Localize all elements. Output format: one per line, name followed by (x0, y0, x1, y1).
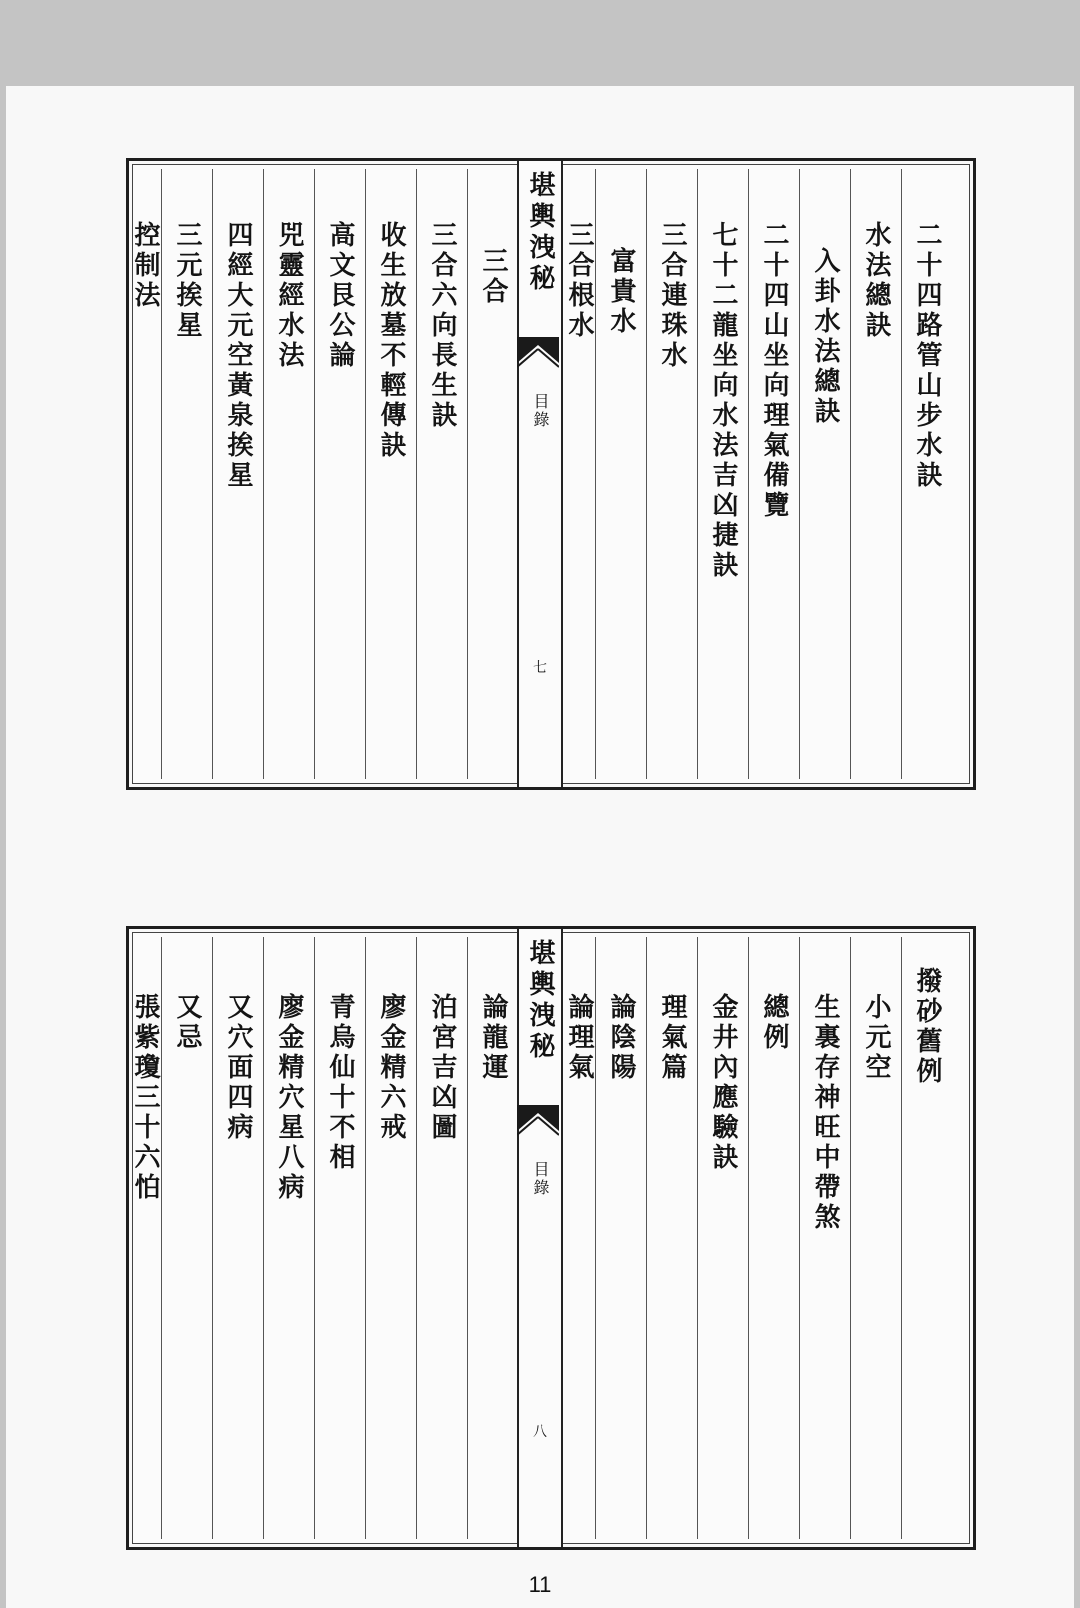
toc-entry: 總例 (759, 993, 789, 1053)
toc-entry: 小元空 (861, 993, 891, 1083)
gutter-strip (517, 929, 563, 1547)
column-r4 (748, 937, 799, 1539)
toc-entry: 又忌 (172, 993, 202, 1053)
toc-entry: 高文艮公論 (325, 221, 355, 371)
column-l8 (129, 169, 161, 779)
column-r6 (646, 169, 697, 779)
toc-entry: 三合根水 (564, 221, 594, 341)
toc-entry: 收生放墓不輕傳訣 (376, 221, 406, 461)
toc-entry: 二十四山坐向理氣備覽 (759, 221, 789, 521)
toc-entry: 論龍運 (478, 993, 508, 1083)
toc-entry: 生裏存神旺中帶煞 (810, 993, 840, 1233)
column-l4 (314, 169, 365, 779)
column-l4 (314, 937, 365, 1539)
column-l3 (365, 937, 416, 1539)
folio-number: 八 (533, 1424, 547, 1440)
toc-entry: 又穴面四病 (223, 993, 253, 1143)
column-l1 (467, 169, 518, 779)
toc-entry: 控制法 (130, 221, 160, 311)
toc-entry: 七十二龍坐向水法吉凶捷訣 (708, 221, 738, 581)
toc-entry: 入卦水法總訣 (810, 247, 840, 427)
section-label: 目錄 (531, 393, 550, 429)
fishtail-mark-icon (517, 1105, 559, 1145)
column-l6 (212, 937, 263, 1539)
gutter-strip (517, 161, 563, 787)
fishtail-mark-icon (517, 337, 559, 377)
toc-entry: 廖金精六戒 (376, 993, 406, 1143)
toc-entry: 論陰陽 (606, 993, 636, 1083)
column-r8 (562, 937, 595, 1539)
column-r2 (850, 169, 901, 779)
toc-entry: 水法總訣 (861, 221, 891, 341)
column-l6 (212, 169, 263, 779)
toc-entry: 三合連珠水 (657, 221, 687, 371)
folio-number: 七 (533, 660, 547, 676)
toc-entry: 青烏仙十不相 (325, 993, 355, 1173)
document-page (6, 86, 1074, 1608)
column-r3 (799, 937, 850, 1539)
column-l5 (263, 937, 314, 1539)
column-r5 (697, 169, 748, 779)
toc-entry: 金井內應驗訣 (708, 993, 738, 1173)
book-spread-bottom (126, 926, 976, 1550)
column-l3 (365, 169, 416, 779)
toc-entry: 撥砂舊例 (912, 967, 942, 1087)
book-title: 堪輿洩秘 (525, 171, 555, 295)
book-spread-top (126, 158, 976, 790)
toc-entry: 富貴水 (606, 247, 636, 337)
column-l8 (129, 937, 161, 1539)
column-r6 (646, 937, 697, 1539)
column-l2 (416, 937, 467, 1539)
toc-entry: 泊宮吉凶圖 (427, 993, 457, 1143)
column-l1 (467, 937, 518, 1539)
column-l7 (161, 937, 212, 1539)
toc-entry: 四經大元空黃泉挨星 (223, 221, 253, 491)
toc-entry: 三元挨星 (172, 221, 202, 341)
section-label: 目錄 (531, 1161, 550, 1197)
toc-entry: 論理氣 (564, 993, 594, 1083)
column-r4 (748, 169, 799, 779)
column-l2 (416, 169, 467, 779)
toc-entry: 理氣篇 (657, 993, 687, 1083)
column-r1 (901, 169, 952, 779)
toc-entry: 兕靈經水法 (274, 221, 304, 371)
book-title: 堪輿洩秘 (525, 939, 555, 1063)
column-l7 (161, 169, 212, 779)
column-r1 (901, 937, 952, 1539)
toc-entry: 張紫瓊三十六怕 (130, 993, 160, 1203)
column-r7 (595, 169, 646, 779)
column-l5 (263, 169, 314, 779)
toc-entry: 廖金精穴星八病 (274, 993, 304, 1203)
column-r7 (595, 937, 646, 1539)
toc-entry: 三合 (478, 247, 508, 307)
toc-entry: 三合六向長生訣 (427, 221, 457, 431)
column-r5 (697, 937, 748, 1539)
page-number: 11 (528, 1572, 552, 1597)
toc-entry: 二十四路管山步水訣 (912, 221, 942, 491)
column-r8 (562, 169, 595, 779)
column-r3 (799, 169, 850, 779)
column-r2 (850, 937, 901, 1539)
